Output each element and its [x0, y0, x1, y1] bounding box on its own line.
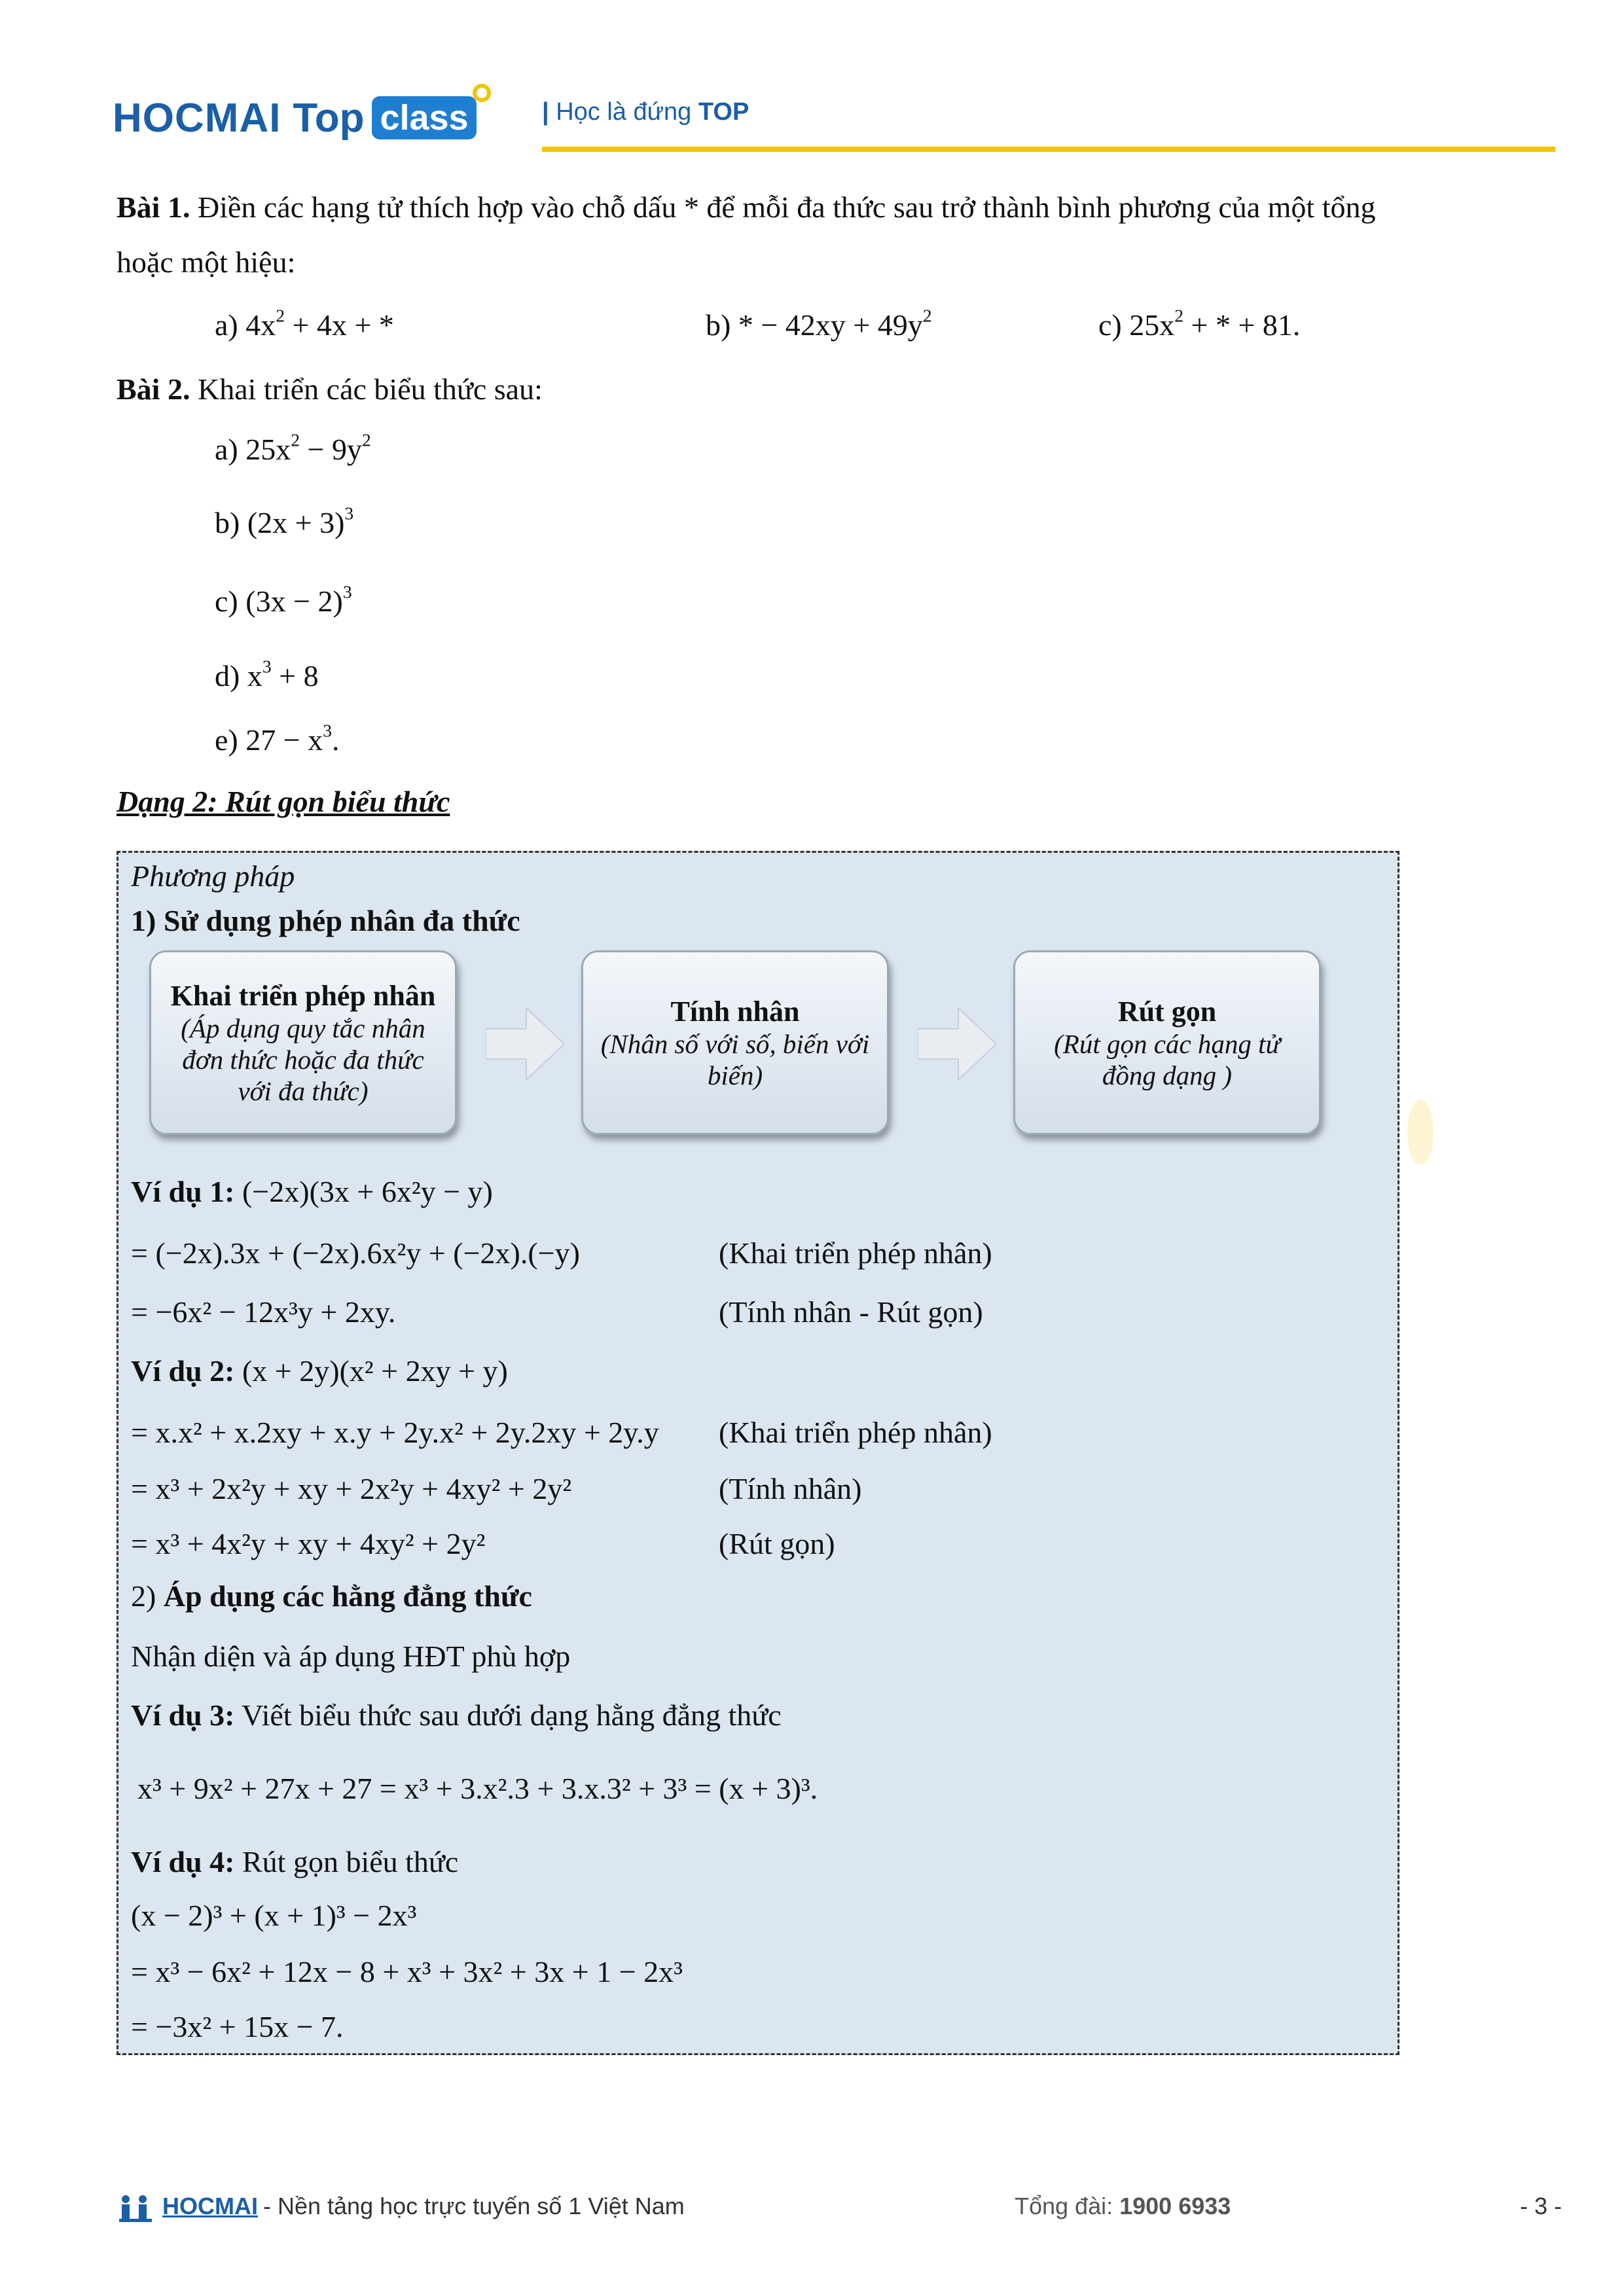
method-heading: Phương pháp — [131, 859, 295, 893]
flow-node-title: Tính nhân — [670, 995, 800, 1028]
vd1-header — [131, 1174, 493, 1209]
bai2-item-a: a) $25x^2 - 9y^2$ — [215, 429, 371, 466]
bai1-line2: hoặc một hiệu: — [117, 245, 296, 279]
vd3-header — [131, 1698, 782, 1732]
vd3-label: Ví dụ 3: — [131, 1698, 235, 1732]
flow-node-simplify — [1013, 950, 1321, 1135]
vd1-expr: (−2x)(3x + 6x²y − y) — [242, 1175, 493, 1208]
vd4-text: Rút gọn biểu thức — [234, 1845, 459, 1878]
vd2-note2: (Tính nhân) — [719, 1472, 862, 1505]
footer-tagline: - Nền tảng học trực tuyến số 1 Việt Nam — [263, 2193, 685, 2219]
arrow-right-icon — [918, 1008, 996, 1080]
hotline-label: Tổng đài: — [1015, 2193, 1120, 2219]
vd4-line1: (x − 2)³ + (x + 1)³ − 2x³ — [131, 1899, 417, 1932]
vd1-label: Ví dụ 1: — [131, 1175, 235, 1208]
vd4-header — [131, 1844, 458, 1879]
vd2-expr: (x + 2y)(x² + 2xy + y) — [242, 1354, 508, 1388]
bai1-item-b: b) * − $42xy + 49y^2$ — [706, 305, 932, 342]
vd2-note1: (Khai triển phép nhân) — [719, 1416, 992, 1449]
logo-hocmai: HOCMAI — [113, 95, 281, 141]
bai2-item-c: c) $(3x - 2)^3$ — [215, 581, 352, 618]
logo-top: Top — [293, 95, 365, 141]
vd2-note3: (Rút gọn) — [719, 1527, 835, 1560]
dang2-title: Dạng 2: Rút gọn biểu thức — [117, 785, 450, 818]
vd1-line2: = −6x² − 12x³y + 2xy. — [131, 1295, 396, 1329]
footer — [117, 2190, 1563, 2229]
footer-logo-icon — [117, 2194, 154, 2223]
footer-brand[interactable]: HOCMAI — [162, 2193, 258, 2219]
method-step1: 1) Sử dụng phép nhân đa thức — [131, 904, 520, 937]
vd2-line1: = x.x² + x.2xy + x.y + 2y.x² + 2y.2xy + 2y.y — [131, 1416, 659, 1449]
bai1-line1 — [117, 190, 1376, 224]
slogan-top: TOP — [698, 98, 749, 126]
vd4-label: Ví dụ 4: — [131, 1845, 235, 1878]
vd1-note2: (Tính nhân - Rút gọn) — [719, 1295, 983, 1329]
bai1-item-c: c) $25x^2$ + * + 81. — [1098, 305, 1301, 342]
page-number: - 3 - — [1520, 2193, 1562, 2219]
sun-icon — [473, 84, 491, 102]
vd4-line2: = x³ − 6x² + 12x − 8 + x³ + 3x² + 3x + 1 − 2x³ — [131, 1955, 683, 1988]
vd3-text: Viết biểu thức sau dưới dạng hằng đẳng thức — [234, 1698, 782, 1732]
bai2-line — [117, 372, 543, 406]
vd2-header — [131, 1354, 508, 1388]
method-step2 — [131, 1579, 532, 1613]
bai1-item-a: a) $4x^2 + 4x$ + * — [215, 305, 394, 342]
bai1-label: Bài 1. — [117, 190, 190, 224]
vd2-line2: = x³ + 2x²y + xy + 2x²y + 4xy² + 2y² — [131, 1472, 572, 1505]
vd3-expr: x³ + 9x² + 27x + 27 = x³ + 3.x².3 + 3.x.3² + 3³ = (x + 3)³. — [137, 1772, 818, 1805]
arrow-right-icon — [486, 1008, 564, 1080]
step2-number: 2) — [131, 1579, 164, 1613]
watermark-edge — [1407, 1100, 1434, 1165]
flow-node-title: Khai triển phép nhân — [170, 979, 436, 1012]
bai2-item-d: d) $x^3 + 8$ — [215, 656, 319, 692]
logo — [113, 92, 495, 144]
header-rule — [542, 147, 1555, 152]
method-step2-desc: Nhận diện và áp dụng HĐT phù hợp — [131, 1640, 571, 1673]
bai2-text: Khai triển các biểu thức sau: — [190, 372, 543, 406]
vd2-line3: = x³ + 4x²y + xy + 4xy² + 2y² — [131, 1527, 486, 1560]
bai2-item-e: e) $27 - x^3$. — [215, 720, 340, 757]
bai2-label: Bài 2. — [117, 372, 190, 406]
logo-class-badge: class — [372, 96, 476, 139]
flow-node-desc: (Nhân số với số, biến với biến) — [600, 1028, 870, 1090]
vd4-line3: = −3x² + 15x − 7. — [131, 2010, 344, 2043]
flow-node-expand — [149, 950, 457, 1135]
vd2-label: Ví dụ 2: — [131, 1354, 235, 1388]
bai1-text: Điền các hạng tử thích hợp vào chỗ dấu * để mỗi đa thức sau trở thành bình phương của một tổng — [190, 190, 1376, 224]
bai2-item-b: b) $(2x + 3)^3$ — [215, 503, 354, 539]
slogan-text: Học là đứng — [556, 98, 698, 126]
vd1-note1: (Khai triển phép nhân) — [719, 1236, 992, 1270]
vd1-line1: = (−2x).3x + (−2x).6x²y + (−2x).(−y) — [131, 1236, 580, 1270]
slogan-divider: | — [542, 98, 556, 126]
flow-node-multiply — [581, 950, 889, 1135]
slogan — [542, 98, 749, 126]
footer-hotline — [1015, 2193, 1231, 2220]
flow-node-desc: (Áp dụng quy tắc nhân đơn thức hoặc đa thức với đa thức) — [181, 1013, 425, 1106]
flow-node-title: Rút gọn — [1117, 995, 1217, 1028]
hotline-number: 1900 6933 — [1119, 2193, 1231, 2219]
flow-node-desc: (Rút gọn các hạng tử đồng dạng ) — [1054, 1028, 1280, 1090]
step2-title: Áp dụng các hằng đẳng thức — [163, 1579, 532, 1613]
